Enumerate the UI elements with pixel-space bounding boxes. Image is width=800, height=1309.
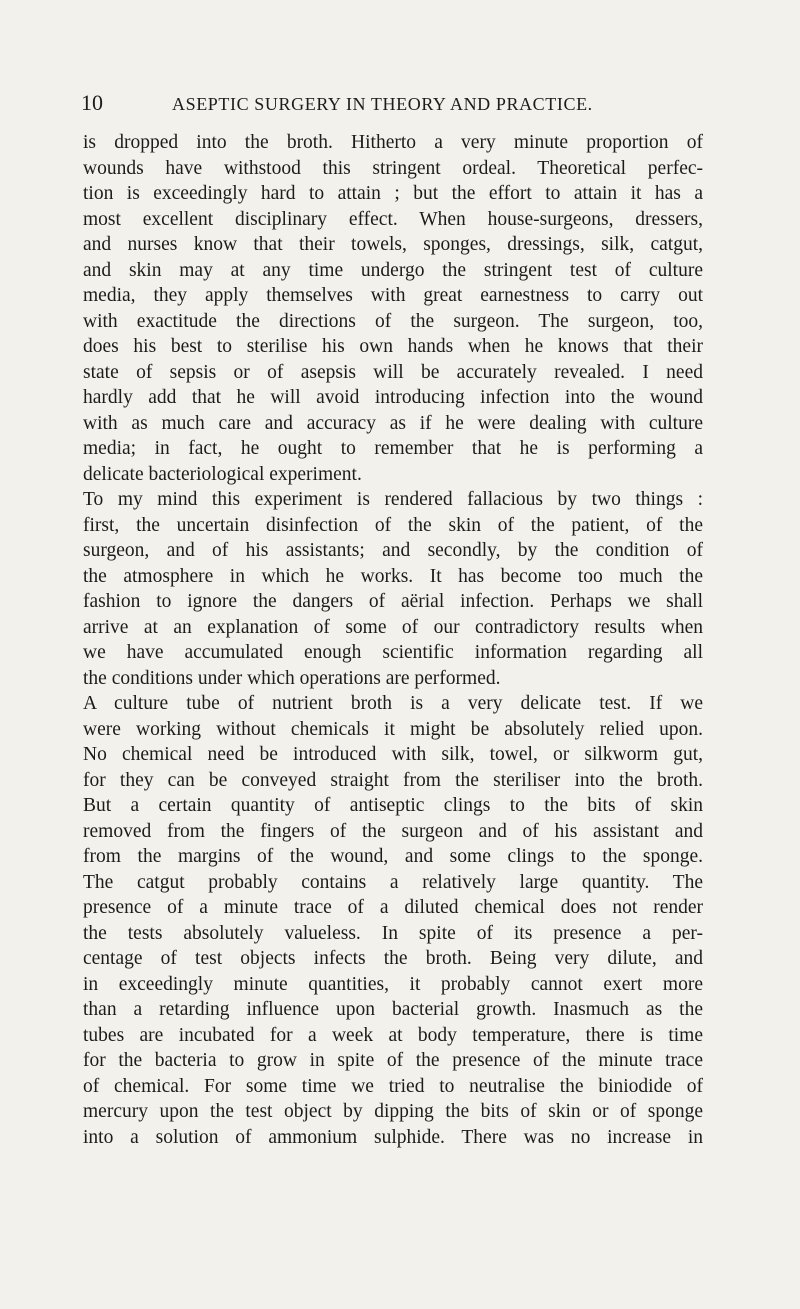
text-line: media, they apply themselves with great earnestness to carry out xyxy=(83,285,703,306)
text-line: were working without chemicals it might be absolutely relied upon. xyxy=(83,718,703,740)
running-title: ASEPTIC SURGERY IN THEORY AND PRACTICE. xyxy=(172,94,593,114)
running-head xyxy=(0,88,800,118)
text-line: arrive at an explanation of some of our contradictory results when xyxy=(83,616,703,638)
text-line: The catgut probably contains a relatively large quantity. The xyxy=(83,871,703,893)
text-line: in exceedingly minute quantities, it probably cannot exert more xyxy=(83,973,703,995)
text-line: But a certain quantity of antiseptic clings to the bits of skin xyxy=(83,795,703,816)
text-line: media; in fact, he ought to remember that he is performing a xyxy=(83,438,703,459)
text-line: is dropped into the broth. Hitherto a very minute proportion of xyxy=(83,132,703,153)
text-line: hardly add that he will avoid introducing infection into the wound xyxy=(83,387,703,408)
text-line: and nurses know that their towels, sponges, dressings, silk, catgut, xyxy=(83,234,703,255)
text-line: than a retarding influence upon bacterial growth. Inasmuch as the xyxy=(83,999,703,1020)
text-line: removed from the fingers of the surgeon and of his assistant and xyxy=(83,820,703,842)
text-line: centage of test objects infects the broth. Being very dilute, and xyxy=(83,948,703,969)
text-line: the atmosphere in which he works. It has become too much the xyxy=(83,565,703,587)
text-line: for the bacteria to grow in spite of the presence of the minute trace xyxy=(83,1050,703,1071)
text-line: we have accumulated enough scientific information regarding all xyxy=(83,642,703,663)
text-line: fashion to ignore the dangers of aërial infection. Perhaps we shall xyxy=(83,591,703,612)
text-line: No chemical need be introduced with silk, towel, or silkworm gut, xyxy=(83,744,703,765)
text-line: tion is exceedingly hard to attain ; but the effort to attain it has a xyxy=(83,183,703,204)
text-line: surgeon, and of his assistants; and secondly, by the condition of xyxy=(83,540,703,561)
text-line: with exactitude the directions of the surgeon. The surgeon, too, xyxy=(83,310,703,332)
text-line: A culture tube of nutrient broth is a very delicate test. If we xyxy=(83,693,703,714)
text-line: tubes are incubated for a week at body temperature, there is time xyxy=(83,1024,703,1046)
text-line: To my mind this experiment is rendered fallacious by two things : xyxy=(83,489,703,510)
text-line: with as much care and accuracy as if he were dealing with culture xyxy=(83,412,703,434)
text-line: mercury upon the test object by dipping the bits of skin or of sponge xyxy=(83,1101,703,1122)
text-line: into a solution of ammonium sulphide. There was no increase in xyxy=(83,1126,703,1148)
text-line: wounds have withstood this stringent ordeal. Theoretical perfec- xyxy=(83,157,703,179)
text-line: of chemical. For some time we tried to neutralise the biniodide of xyxy=(83,1075,703,1097)
text-line: most excellent disciplinary effect. When house-surgeons, dressers, xyxy=(83,208,703,230)
text-line: state of sepsis or of asepsis will be accurately revealed. I need xyxy=(83,361,703,383)
text-line: presence of a minute trace of a diluted chemical does not render xyxy=(83,897,703,918)
page-number: 10 xyxy=(81,90,103,115)
text-line: and skin may at any time undergo the stringent test of culture xyxy=(83,259,703,281)
text-line: the conditions under which operations are performed. xyxy=(83,667,501,689)
text-line: from the margins of the wound, and some clings to the sponge. xyxy=(83,846,703,867)
body-text xyxy=(83,130,703,1150)
text-line: does his best to sterilise his own hands when he knows that their xyxy=(83,336,703,357)
text-line: first, the uncertain disinfection of the skin of the patient, of the xyxy=(83,514,703,536)
text-line: delicate bacteriological experiment. xyxy=(83,463,362,485)
text-line: for they can be conveyed straight from the steriliser into the broth. xyxy=(83,769,703,791)
text-line: the tests absolutely valueless. In spite of its presence a per- xyxy=(83,922,703,944)
